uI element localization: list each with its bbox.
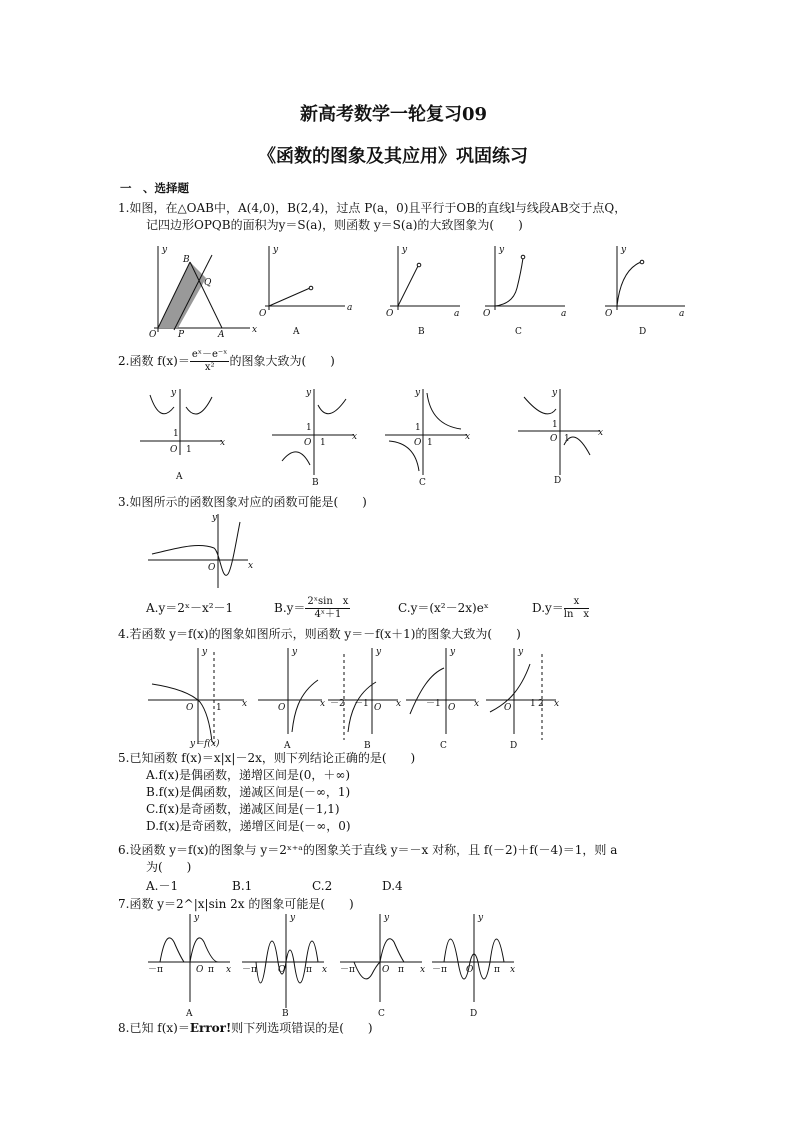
q7-d-pi: π [494, 965, 500, 975]
svg-text:O: O [550, 434, 558, 444]
svg-text:y: y [415, 388, 421, 398]
svg-text:O: O [186, 703, 194, 713]
q3-option-d [532, 596, 590, 620]
q7-option-d-graph [432, 913, 515, 1019]
q3-option-b-fraction [305, 596, 350, 621]
svg-text:O: O [278, 703, 286, 713]
q4-d-one-label: 1 [530, 699, 536, 709]
svg-text:y: y [202, 647, 208, 657]
q3-option-d-prefix: D.y＝ [532, 601, 564, 615]
q2-fraction [190, 349, 230, 374]
q7-a-negpi: －π [148, 965, 163, 975]
q7-option-a-graph [148, 913, 231, 1019]
svg-text:a: a [454, 309, 460, 319]
q1-option-b-label: B [418, 327, 425, 337]
q4-d-two-label: 2 [538, 699, 544, 709]
q7-b-pi: π [306, 965, 312, 975]
svg-text:1: 1 [186, 445, 192, 455]
q6-option-c: C.2 [312, 879, 333, 893]
q7-b-negpi: －π [242, 965, 257, 975]
q7-c-pi: π [398, 965, 404, 975]
q4-option-d-graph [486, 647, 559, 751]
svg-text:y: y [306, 388, 312, 398]
q4-stem: 4.若函数 y＝f(x)的图象如图所示，则函数 y＝－f(x＋1)的图象大致为( ) [118, 627, 521, 641]
q3-label-y: y [212, 513, 218, 523]
q2-option-a-label: A [176, 472, 183, 482]
q2-option-a-graph [140, 388, 225, 482]
svg-text:a: a [561, 309, 567, 319]
q8-prefix: 8.已知 f(x)＝ [118, 1021, 190, 1035]
svg-text:O: O [196, 965, 204, 975]
q5-option-a: A.f(x)是偶函数，递增区间是(0，＋∞) [146, 768, 351, 782]
q6-options [146, 878, 403, 894]
q7-option-c-label: C [378, 1009, 385, 1019]
q7-stem: 7.函数 y＝2^|x|sin 2x 的图象可能是( ) [118, 897, 354, 911]
svg-text:1: 1 [415, 423, 421, 433]
q7-option-b-label: B [282, 1009, 289, 1019]
svg-text:O: O [448, 703, 456, 713]
q3-options [146, 592, 589, 624]
svg-text:1: 1 [427, 438, 433, 448]
q7-option-d-label: D [470, 1009, 478, 1019]
svg-text:x: x [320, 699, 326, 709]
svg-text:O: O [170, 445, 178, 455]
q1-label-O: O [149, 330, 157, 340]
q7-option-c-graph [340, 913, 425, 1019]
svg-text:O: O [483, 309, 491, 319]
svg-text:O: O [414, 438, 422, 448]
q2-option-d-graph [518, 388, 603, 486]
svg-text:y: y [194, 913, 200, 923]
q2-option-d-label: D [554, 476, 562, 486]
svg-text:y: y [552, 388, 558, 398]
q4-c-neg1-label: －1 [426, 699, 441, 709]
svg-text:y: y [171, 388, 177, 398]
svg-text:y: y [402, 245, 408, 255]
q1-label-Q: Q [204, 278, 212, 288]
q3-option-d-fraction [564, 596, 589, 621]
svg-text:x: x [420, 965, 426, 975]
q6-line-1: 6.设函数 y＝f(x)的图象与 y＝2ˣ⁺ᵃ的图象关于直线 y＝－x 对称，且 f(－2)＋f(－4)＝1，则 a [118, 843, 618, 857]
svg-text:y: y [450, 647, 456, 657]
q1-option-b-graph [386, 245, 460, 337]
title-line-2: 《函数的图象及其应用》巩固练习 [258, 146, 528, 167]
q1-option-d-label: D [639, 327, 647, 337]
svg-text:a: a [347, 303, 353, 313]
q1-triangle-diagram [149, 245, 257, 340]
title-line-1: 新高考数学一轮复习09 [300, 104, 488, 125]
q1-option-c-graph [483, 245, 566, 337]
q4-fx-label: y＝f(x) [190, 739, 220, 749]
svg-text:x: x [474, 699, 480, 709]
q3-label-x: x [248, 561, 254, 571]
q1-label-B: B [183, 255, 190, 265]
q3-option-b-prefix: B.y＝ [274, 601, 306, 615]
q4-option-c-graph [406, 647, 479, 751]
q3-option-a: A.y＝2ˣ－x²－1 [146, 601, 234, 615]
svg-text:y: y [499, 245, 505, 255]
svg-text:O: O [259, 309, 267, 319]
q3-figure [148, 512, 268, 592]
q6-option-d: D.4 [382, 879, 403, 893]
q5-option-c: C.f(x)是奇函数，递减区间是(－1,1) [146, 802, 340, 816]
q2-option-c-label: C [419, 478, 426, 488]
q1-label-P: P [178, 330, 185, 340]
q5-option-d: D.f(x)是奇函数，递增区间是(－∞，0) [146, 819, 351, 833]
svg-text:O: O [466, 965, 474, 975]
q1-option-d-graph [605, 245, 685, 337]
q7-d-negpi: －π [432, 965, 447, 975]
svg-text:x: x [554, 699, 560, 709]
svg-text:1: 1 [552, 420, 558, 430]
q1-figure [140, 240, 700, 340]
svg-text:1: 1 [173, 429, 179, 439]
svg-text:x: x [242, 699, 248, 709]
q1-line-1: 1.如图，在△OAB中，A(4,0)，B(2,4)，过点 P(a，0)且平行于OB的直线l与线段AB交于点Q， [118, 201, 627, 215]
q3-option-b-denominator: 4ˣ＋1 [314, 609, 342, 620]
q7-a-pi: π [208, 965, 214, 975]
svg-text:y: y [621, 245, 627, 255]
svg-text:1: 1 [306, 423, 312, 433]
svg-text:y: y [478, 913, 484, 923]
q8-stem [118, 1020, 373, 1036]
svg-text:x: x [598, 428, 604, 438]
q4-option-a-label: A [284, 741, 291, 751]
svg-text:x: x [220, 438, 226, 448]
q3-stem: 3.如图所示的函数图象对应的函数可能是( ) [118, 495, 367, 509]
q8-suffix: 则下列选项错误的是( ) [231, 1021, 373, 1035]
q3-option-b [274, 592, 398, 624]
q2-suffix: 的图象大致为( ) [229, 354, 335, 368]
q2-denominator: x² [204, 362, 215, 373]
q3-label-O: O [208, 563, 216, 573]
q4-option-b-graph [328, 647, 401, 751]
svg-text:O: O [605, 309, 613, 319]
q1-option-a-graph [259, 245, 352, 337]
q4-option-d-label: D [510, 741, 518, 751]
q6-option-a: A.－1 [146, 879, 179, 893]
svg-text:a: a [679, 309, 685, 319]
svg-text:1: 1 [320, 438, 326, 448]
svg-text:x: x [352, 432, 358, 442]
q4-neg2-label: －2 [330, 699, 345, 709]
svg-text:y: y [273, 245, 279, 255]
q1-label-x: x [252, 325, 258, 335]
q2-figure [140, 385, 620, 488]
q4-option-a-graph [258, 647, 325, 751]
svg-text:x: x [322, 965, 328, 975]
svg-text:O: O [278, 965, 286, 975]
svg-text:y: y [376, 647, 382, 657]
q1-line-2: 记四边形OPQB的面积为y＝S(a)，则函数 y＝S(a)的大致图象为( ) [146, 218, 523, 232]
svg-text:x: x [226, 965, 232, 975]
svg-text:y: y [290, 913, 296, 923]
q7-option-a-label: A [186, 1009, 193, 1019]
q8-error-text: Error! [189, 1021, 232, 1035]
svg-text:1: 1 [216, 703, 222, 713]
q2-option-c-graph [385, 388, 470, 488]
svg-text:x: x [396, 699, 402, 709]
q1-option-c-label: C [515, 327, 522, 337]
svg-text:y: y [518, 647, 524, 657]
q6-option-b: B.1 [232, 879, 253, 893]
q3-option-d-numerator: x [564, 596, 589, 609]
q1-label-A: A [218, 330, 225, 340]
q2-prefix: 2.函数 f(x)＝ [118, 354, 190, 368]
q4-original-graph [148, 647, 247, 749]
q3-option-b-numerator: 2ˣsin x [307, 596, 349, 607]
q2-option-b-graph [272, 388, 357, 488]
svg-text:O: O [304, 438, 312, 448]
q4-option-b-label: B [364, 741, 371, 751]
q1-option-a-label: A [293, 327, 300, 337]
q3-option-c: C.y＝(x²－2x)eˣ [398, 601, 489, 615]
q7-figure [148, 912, 528, 1022]
q7-option-b-graph [242, 913, 327, 1019]
svg-text:y: y [384, 913, 390, 923]
section-heading: 一 、选择题 [120, 181, 189, 195]
svg-text:1: 1 [564, 434, 570, 444]
svg-text:O: O [504, 703, 512, 713]
q2-stem [118, 346, 335, 376]
q5-option-b: B.f(x)是偶函数，递减区间是(－∞，1) [146, 785, 351, 799]
q4-figure [148, 644, 608, 754]
q2-option-b-label: B [312, 478, 319, 488]
q6-line-2: 为( ) [146, 860, 192, 874]
q4-b-neg1-label: －1 [354, 699, 369, 709]
q7-c-negpi: －π [340, 965, 355, 975]
q5-stem: 5.已知函数 f(x)＝x|x|－2x，则下列结论正确的是( ) [118, 751, 416, 765]
q1-label-y: y [162, 245, 168, 255]
svg-text:x: x [465, 432, 471, 442]
svg-text:O: O [374, 703, 382, 713]
q4-option-c-label: C [440, 741, 447, 751]
q2-numerator: eˣ－e⁻ˣ [191, 349, 228, 360]
svg-text:O: O [386, 309, 394, 319]
q3-option-d-denominator: ln x [563, 609, 590, 620]
svg-text:x: x [510, 965, 516, 975]
svg-text:O: O [382, 965, 390, 975]
svg-text:y: y [292, 647, 298, 657]
